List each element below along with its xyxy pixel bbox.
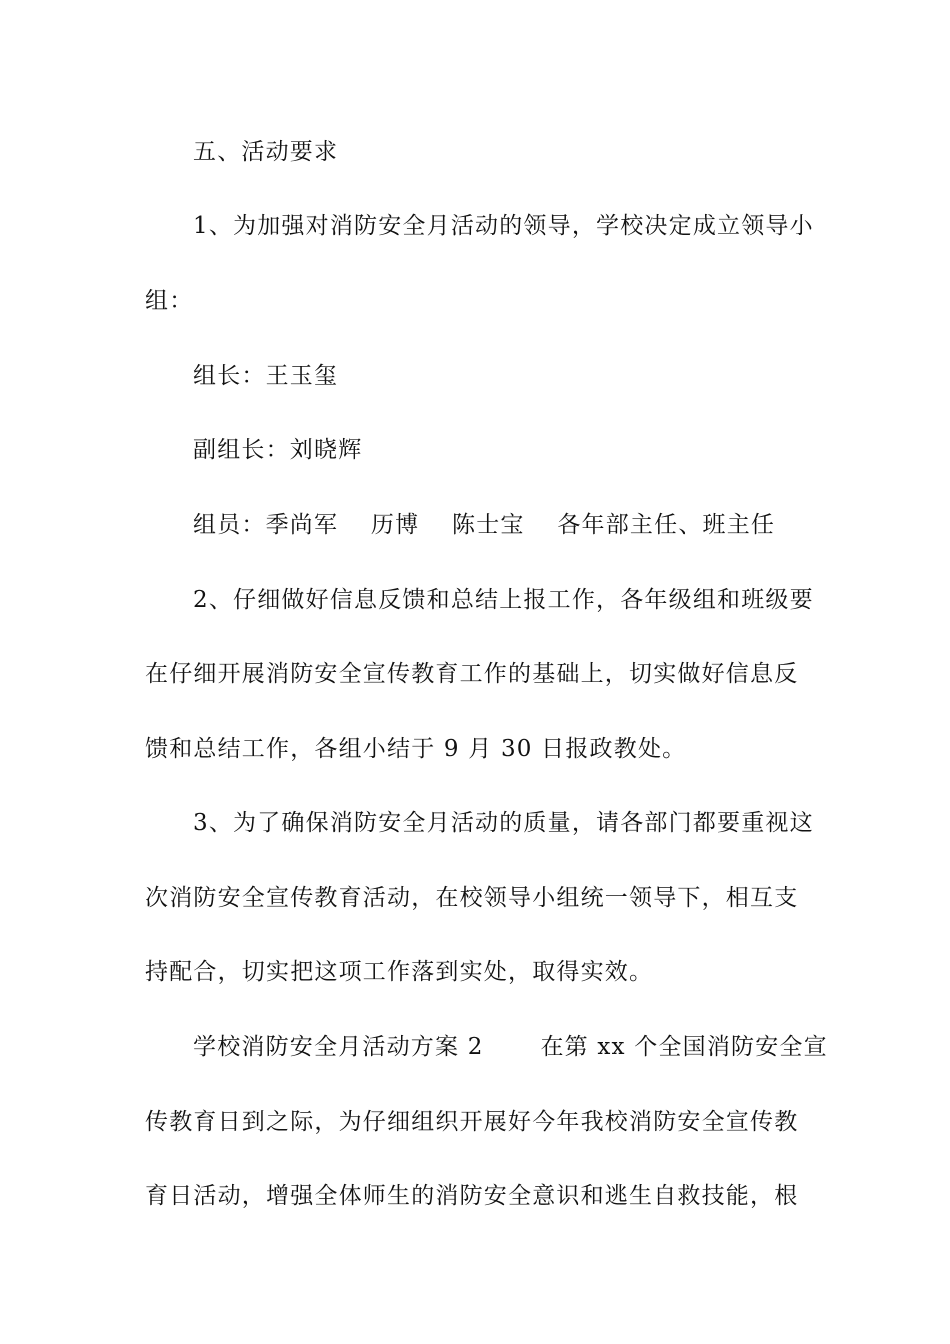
paragraph-line: 组员：季尚军 历博 陈士宝 各年部主任、班主任 — [193, 512, 776, 538]
paragraph-line: 组长：王玉玺 — [193, 363, 339, 389]
paragraph-line: 1、为加强对消防安全月活动的领导，学校决定成立领导小 — [193, 213, 814, 239]
paragraph-line: 在仔细开展消防安全宣传教育工作的基础上，切实做好信息反 — [145, 661, 799, 687]
paragraph-line: 学校消防安全月活动方案 2 在第 xx 个全国消防安全宣 — [193, 1034, 828, 1060]
paragraph-line: 馈和总结工作，各组小结于 9 月 30 日报政教处。 — [145, 736, 687, 762]
paragraph-line: 2、仔细做好信息反馈和总结上报工作，各年级组和班级要 — [193, 587, 814, 613]
section-heading: 五、活动要求 — [193, 139, 339, 165]
paragraph-line: 次消防安全宣传教育活动，在校领导小组统一领导下，相互支 — [145, 885, 799, 911]
paragraph-line: 3、为了确保消防安全月活动的质量，请各部门都要重视这 — [193, 810, 814, 836]
paragraph-line: 传教育日到之际，为仔细组织开展好今年我校消防安全宣传教 — [145, 1109, 799, 1135]
paragraph-line: 育日活动，增强全体师生的消防安全意识和逃生自救技能，根 — [145, 1183, 799, 1209]
paragraph-line: 持配合，切实把这项工作落到实处，取得实效。 — [145, 959, 654, 985]
paragraph-line: 组： — [145, 288, 194, 314]
paragraph-line: 副组长：刘晓辉 — [193, 437, 363, 463]
